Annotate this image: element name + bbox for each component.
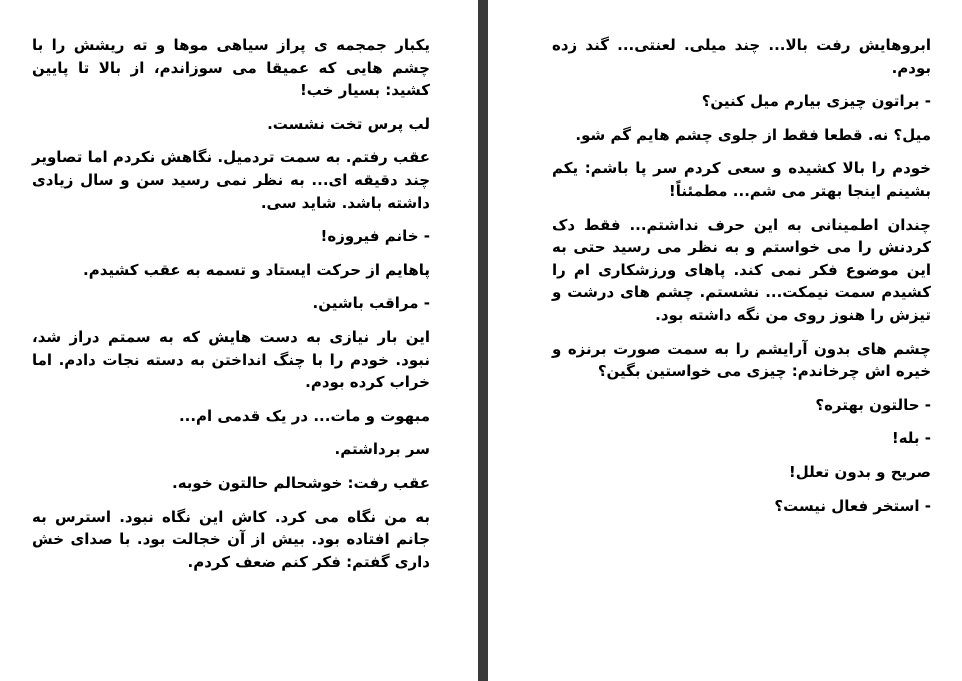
left-page-text [32,34,430,584]
right-page [488,0,962,681]
page-gutter [478,0,488,681]
left-page [0,0,478,681]
paragraph: خودم را بالا کشیده و سعی کردم سر پا باشم: یکم بشینم اینجا بهتر می شم... مطمئناً! [552,159,931,200]
paragraph: این بار نیازی به دست هایش که به سمتم دراز شد، نبود. خودم را با چنگ انداختن به دسته نجات دادم. اما خراب کرده بودم. [32,327,430,392]
dialogue-line: - مراقب باشین. [312,294,430,313]
paragraph: ابروهایش رفت بالا... چند میلی. لعنتی... گند زده بودم. [552,36,931,77]
paragraph: صریح و بدون تعلل! [788,462,931,481]
dialogue-line: - خانم فیروزه! [320,227,430,246]
dialogue-line: - بله! [891,429,931,448]
paragraph: سر برداشتم. [334,440,430,459]
dialogue-line: - استخر فعال نیست؟ [774,496,931,515]
dialogue-line: - حالتون بهتره؟ [815,395,931,414]
paragraph: یکبار جمجمه ی پراز سیاهی موها و ته ریشش را با چشم هایی که عمیقا می سوزاندم، از بالا تا پایین کشید: بسیار خب! [32,36,430,100]
paragraph: عقب رفت: خوشحالم حالتون خوبه. [172,473,430,492]
paragraph: عقب رفتم. به سمت تردمیل. نگاهش نکردم اما تصاویر چند دقیقه ای... به نظر نمی رسید سن و سال زیادی داشته باشد. شاید سی. [32,148,430,212]
paragraph: مبهوت و مات... در یک قدمی ام... [178,406,430,425]
right-page-text [552,34,931,528]
paragraph: پاهایم از حرکت ایستاد و تسمه به عقب کشیدم. [83,260,430,279]
paragraph: لب پرس تخت نشست. [267,114,430,133]
dialogue-line: - براتون چیزی بیارم میل کنین؟ [701,92,931,111]
paragraph: میل؟ نه. قطعا فقط از جلوی چشم هایم گم شو. [575,125,931,144]
paragraph: چشم های بدون آرایشم را به سمت صورت برنزه و خیره اش چرخاندم: چیزی می خواستین بگین؟ [552,339,931,381]
paragraph: به من نگاه می کرد. کاش این نگاه نبود. استرس به جانم افتاده بود. بیش از آن خجالت بود. با صدای خش داری گفتم: فکر کنم ضعف کردم. [32,507,430,571]
paragraph: چندان اطمینانی به این حرف نداشتم... فقط دک کردنش را می خواستم و به نظر می رسید حتی به این موضوع فکر نمی کند. پاهای ورزشکاری ام را کشیدم سمت نیمکت... نشستم. چشم های درشت و تیزش را هنوز روی من نگه داشته بود. [552,215,931,324]
